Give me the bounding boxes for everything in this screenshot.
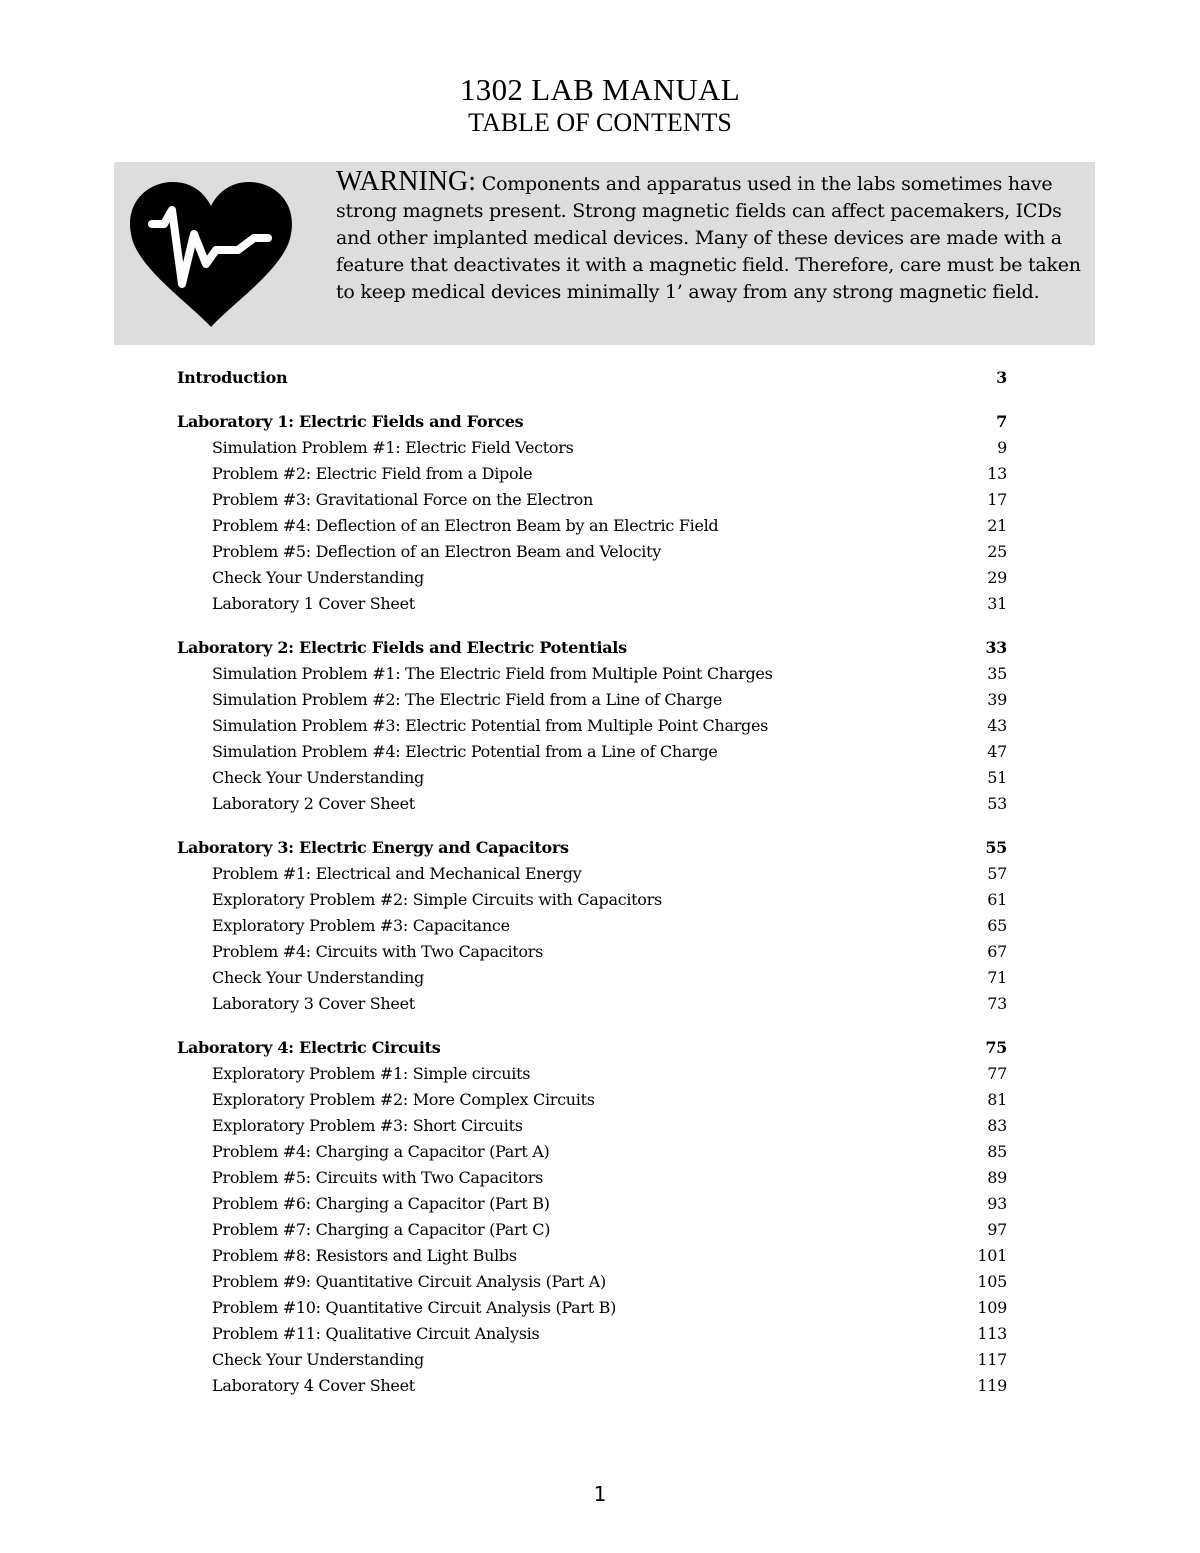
- toc-entry[interactable]: [177, 739, 1007, 765]
- toc-entry-page: 13: [987, 464, 1007, 483]
- toc-entry[interactable]: [177, 861, 1007, 887]
- toc-entry-title: Laboratory 3 Cover Sheet: [212, 994, 415, 1013]
- toc-section-heading[interactable]: [177, 835, 1007, 861]
- toc-entry[interactable]: [177, 1295, 1007, 1321]
- toc-entry-page: 73: [987, 994, 1007, 1013]
- toc-entry-page: 43: [987, 716, 1007, 735]
- toc-entry[interactable]: [177, 661, 1007, 687]
- toc-entry[interactable]: [177, 1165, 1007, 1191]
- toc-entry[interactable]: [177, 1061, 1007, 1087]
- page-number: 1: [593, 1482, 607, 1506]
- toc-entry-title: Problem #2: Electric Field from a Dipole: [212, 464, 533, 483]
- toc-entry-title: Problem #4: Circuits with Two Capacitors: [212, 942, 544, 961]
- toc-entry[interactable]: [177, 487, 1007, 513]
- toc-entry[interactable]: [177, 539, 1007, 565]
- toc-entry-title: Problem #11: Qualitative Circuit Analysis: [212, 1324, 540, 1343]
- toc-entry-title: Check Your Understanding: [212, 768, 424, 787]
- toc-section-heading[interactable]: [177, 365, 1007, 391]
- toc-entry-title: Laboratory 1 Cover Sheet: [212, 594, 415, 613]
- toc-entry[interactable]: [177, 1087, 1007, 1113]
- toc-section-heading[interactable]: [177, 635, 1007, 661]
- toc-entry-page: 33: [985, 638, 1007, 657]
- toc-entry-title: Simulation Problem #3: Electric Potential from Multiple Point Charges: [212, 716, 769, 735]
- toc-entry-title: Laboratory 3: Electric Energy and Capacitors: [177, 838, 569, 857]
- toc-entry-page: 39: [987, 690, 1007, 709]
- toc-entry-page: 83: [987, 1116, 1007, 1135]
- toc-entry-title: Laboratory 2: Electric Fields and Electric Potentials: [177, 638, 627, 657]
- toc-entry-title: Laboratory 2 Cover Sheet: [212, 794, 415, 813]
- toc-entry-title: Laboratory 4: Electric Circuits: [177, 1038, 441, 1057]
- toc-entry-title: Problem #9: Quantitative Circuit Analysis (Part A): [212, 1272, 606, 1291]
- toc-entry-title: Problem #4: Charging a Capacitor (Part A): [212, 1142, 550, 1161]
- toc-entry-title: Exploratory Problem #1: Simple circuits: [212, 1064, 531, 1083]
- toc-entry-page: 65: [987, 916, 1007, 935]
- toc-entry-title: Simulation Problem #4: Electric Potential from a Line of Charge: [212, 742, 718, 761]
- toc-entry-title: Problem #4: Deflection of an Electron Beam by an Electric Field: [212, 516, 719, 535]
- toc-entry-page: 117: [977, 1350, 1007, 1369]
- toc-entry-title: Exploratory Problem #3: Capacitance: [212, 916, 510, 935]
- toc-entry-page: 51: [987, 768, 1007, 787]
- toc-entry-title: Exploratory Problem #3: Short Circuits: [212, 1116, 523, 1135]
- warning-box: [114, 162, 1095, 345]
- toc-entry[interactable]: [177, 1191, 1007, 1217]
- toc-entry-page: 35: [987, 664, 1007, 683]
- toc-entry-title: Problem #1: Electrical and Mechanical Energy: [212, 864, 582, 883]
- toc-entry-page: 7: [996, 412, 1007, 431]
- toc-entry-title: Problem #6: Charging a Capacitor (Part B): [212, 1194, 550, 1213]
- toc-entry[interactable]: [177, 1139, 1007, 1165]
- toc-entry[interactable]: [177, 1113, 1007, 1139]
- warning-text: [336, 168, 1094, 306]
- toc-section-heading[interactable]: [177, 1035, 1007, 1061]
- toc-entry[interactable]: [177, 939, 1007, 965]
- toc-entry-title: Simulation Problem #2: The Electric Field from a Line of Charge: [212, 690, 722, 709]
- toc-entry-page: 97: [987, 1220, 1007, 1239]
- toc-entry-title: Check Your Understanding: [212, 568, 424, 587]
- toc-entry-page: 119: [977, 1376, 1007, 1395]
- toc-entry-page: 67: [987, 942, 1007, 961]
- toc-section-heading[interactable]: [177, 409, 1007, 435]
- heart-pulse-icon: [128, 182, 294, 327]
- page-title: 1302 LAB MANUAL: [459, 72, 741, 107]
- toc-entry[interactable]: [177, 713, 1007, 739]
- toc-entry-title: Laboratory 4 Cover Sheet: [212, 1376, 415, 1395]
- page-subtitle: TABLE OF CONTENTS: [468, 108, 732, 137]
- toc-entry-title: Problem #7: Charging a Capacitor (Part C): [212, 1220, 551, 1239]
- toc-entry[interactable]: [177, 1321, 1007, 1347]
- warning-label: WARNING:: [336, 166, 476, 197]
- toc-entry[interactable]: [177, 791, 1007, 817]
- toc-entry[interactable]: [177, 1217, 1007, 1243]
- toc-entry-page: 85: [987, 1142, 1007, 1161]
- toc-entry-page: 75: [985, 1038, 1007, 1057]
- toc-entry-title: Check Your Understanding: [212, 968, 424, 987]
- toc-entry-page: 77: [987, 1064, 1007, 1083]
- toc-entry[interactable]: [177, 1243, 1007, 1269]
- toc-entry-page: 93: [987, 1194, 1007, 1213]
- toc-section: [177, 635, 1007, 817]
- toc-entry-page: 57: [987, 864, 1007, 883]
- toc-entry-page: 113: [977, 1324, 1007, 1343]
- toc-section: [177, 409, 1007, 617]
- table-of-contents: [177, 365, 1007, 1417]
- toc-entry[interactable]: [177, 435, 1007, 461]
- toc-entry-page: 21: [987, 516, 1007, 535]
- toc-entry-page: 53: [987, 794, 1007, 813]
- toc-entry[interactable]: [177, 1269, 1007, 1295]
- toc-entry-title: Simulation Problem #1: Electric Field Vectors: [212, 438, 574, 457]
- toc-entry[interactable]: [177, 1373, 1007, 1399]
- toc-entry-title: Problem #5: Deflection of an Electron Beam and Velocity: [212, 542, 661, 561]
- toc-entry-title: Problem #8: Resistors and Light Bulbs: [212, 1246, 517, 1265]
- toc-entry-title: Problem #10: Quantitative Circuit Analysis (Part B): [212, 1298, 617, 1317]
- toc-entry-page: 47: [987, 742, 1007, 761]
- toc-entry[interactable]: [177, 965, 1007, 991]
- toc-entry-title: Simulation Problem #1: The Electric Field from Multiple Point Charges: [212, 664, 773, 683]
- toc-entry[interactable]: [177, 513, 1007, 539]
- toc-entry-title: Exploratory Problem #2: More Complex Circuits: [212, 1090, 595, 1109]
- toc-entry[interactable]: [177, 565, 1007, 591]
- toc-entry[interactable]: [177, 913, 1007, 939]
- toc-entry[interactable]: [177, 991, 1007, 1017]
- toc-entry[interactable]: [177, 1347, 1007, 1373]
- toc-section: [177, 1035, 1007, 1399]
- toc-entry-page: 3: [996, 368, 1007, 387]
- toc-section: [177, 835, 1007, 1017]
- toc-entry[interactable]: [177, 765, 1007, 791]
- toc-entry-title: Laboratory 1: Electric Fields and Forces: [177, 412, 524, 431]
- toc-entry-page: 105: [977, 1272, 1007, 1291]
- toc-entry[interactable]: [177, 461, 1007, 487]
- toc-entry-page: 109: [977, 1298, 1007, 1317]
- warning-message: Components and apparatus used in the labs sometimes have strong magnets present. Strong magnetic fields can affect pacemakers, ICDs and other implanted medical devices. Many of these devices are made with a feature that deactivates it with a magnetic field. Therefore, care must be taken to keep medical devices minimally 1’ away from any strong magnetic field.: [336, 173, 1081, 303]
- toc-entry-page: 29: [987, 568, 1007, 587]
- toc-entry-page: 17: [987, 490, 1007, 509]
- toc-entry[interactable]: [177, 591, 1007, 617]
- toc-section: [177, 365, 1007, 391]
- toc-entry-page: 61: [987, 890, 1007, 909]
- toc-entry-page: 101: [977, 1246, 1007, 1265]
- toc-entry-title: Problem #5: Circuits with Two Capacitors: [212, 1168, 544, 1187]
- toc-entry-title: Introduction: [177, 368, 288, 387]
- toc-entry[interactable]: [177, 887, 1007, 913]
- toc-entry-page: 55: [985, 838, 1007, 857]
- toc-entry-page: 25: [987, 542, 1007, 561]
- toc-entry-page: 81: [987, 1090, 1007, 1109]
- toc-entry-page: 71: [987, 968, 1007, 987]
- toc-entry-page: 9: [997, 438, 1007, 457]
- toc-entry[interactable]: [177, 687, 1007, 713]
- toc-entry-title: Exploratory Problem #2: Simple Circuits with Capacitors: [212, 890, 662, 909]
- toc-entry-title: Problem #3: Gravitational Force on the Electron: [212, 490, 593, 509]
- toc-entry-page: 89: [987, 1168, 1007, 1187]
- toc-entry-title: Check Your Understanding: [212, 1350, 424, 1369]
- toc-entry-page: 31: [987, 594, 1007, 613]
